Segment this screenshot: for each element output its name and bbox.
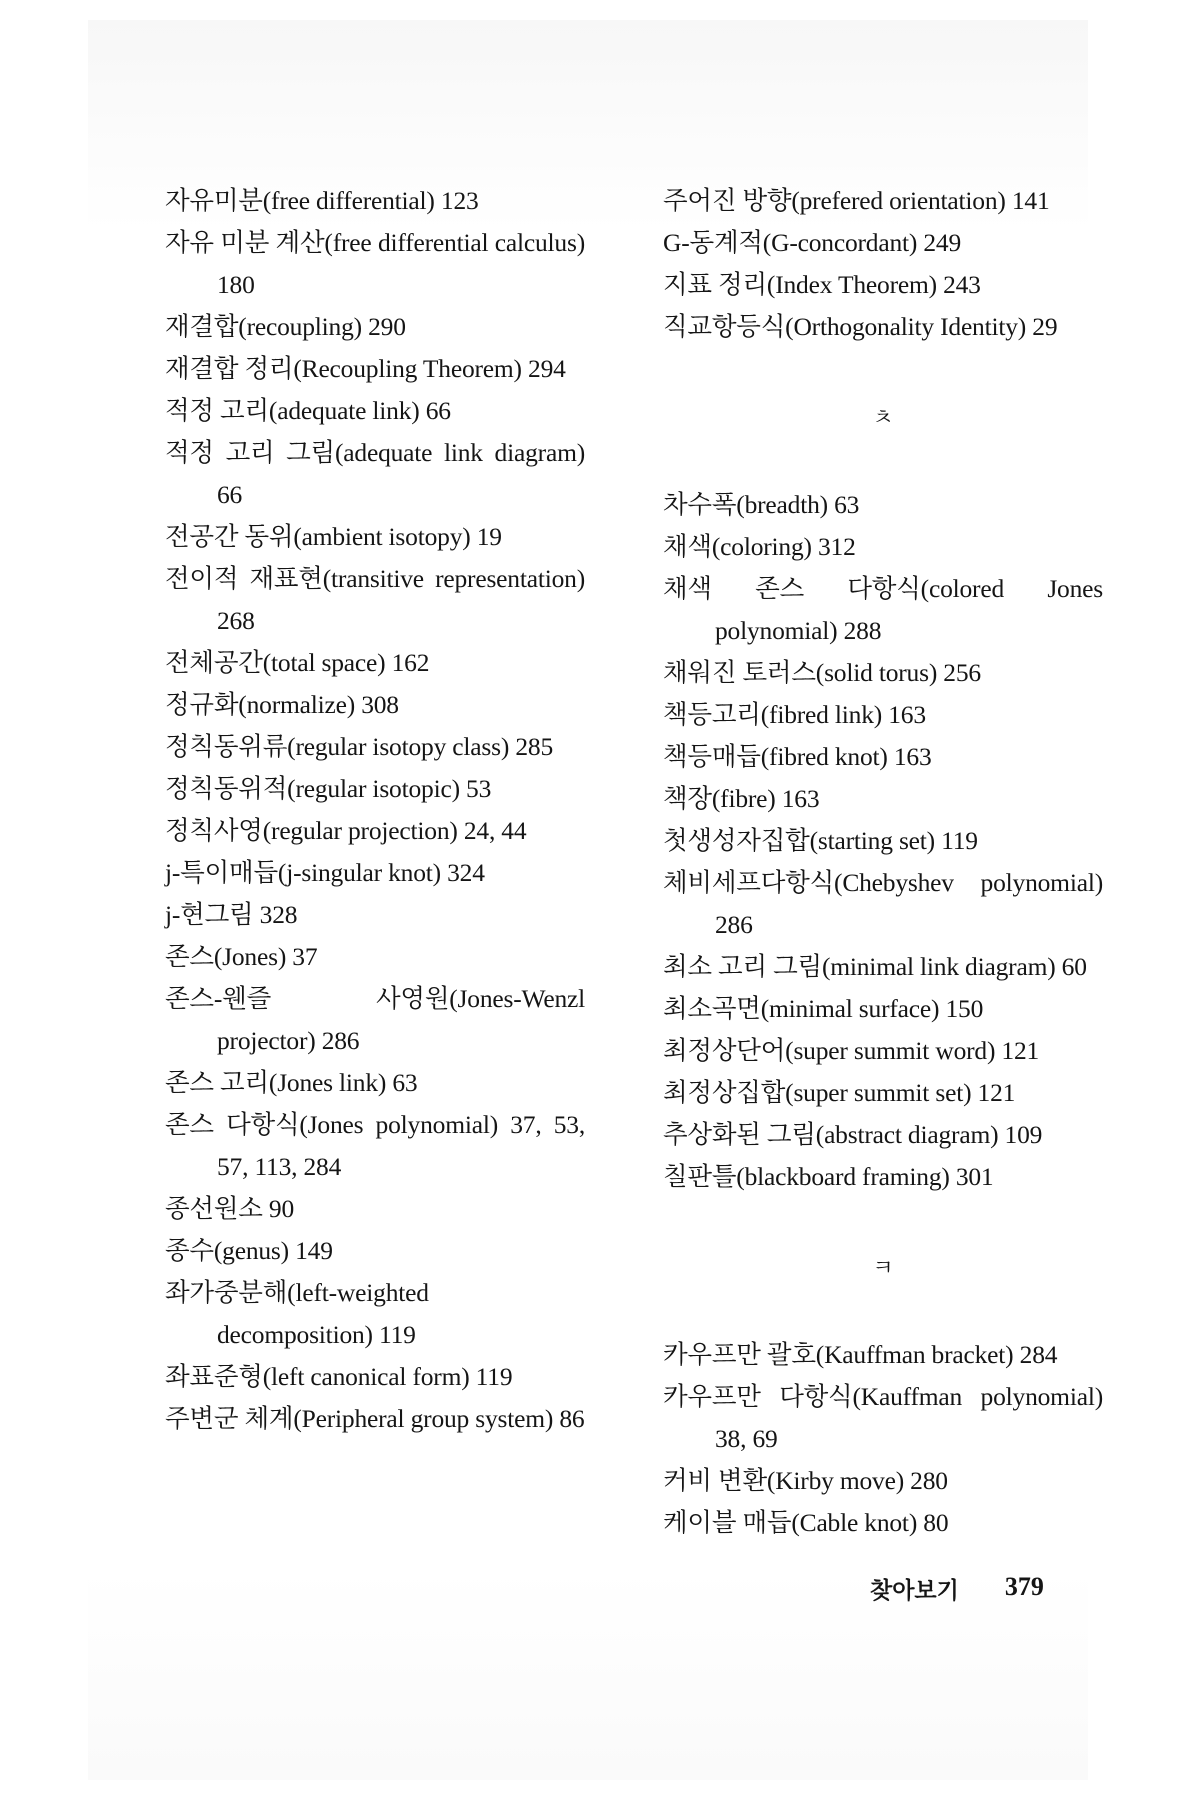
- index-entry: 재결합 정리(Recoupling Theorem) 294: [165, 354, 566, 383]
- index-entry: 전이적 재표현(transitive representation) 268: [165, 564, 585, 635]
- index-entry: 추상화된 그림(abstract diagram) 109: [663, 1120, 1043, 1149]
- index-entry: 재결합(recoupling) 290: [165, 312, 406, 341]
- index-entry: 첫생성자집합(starting set) 119: [663, 826, 978, 855]
- index-entry: 케이블 매듭(Cable knot) 80: [663, 1508, 949, 1537]
- index-column-left: [165, 180, 585, 1440]
- index-entry: 카우프만 괄호(Kauffman bracket) 284: [663, 1340, 1058, 1369]
- index-entry: 존스 고리(Jones link) 63: [165, 1068, 418, 1097]
- index-entry: 지표 정리(Index Theorem) 243: [663, 270, 981, 299]
- index-entry: G-동계적(G-concordant) 249: [663, 228, 962, 257]
- index-entry: 좌가중분해(left-weighted decomposition) 119: [165, 1278, 429, 1349]
- index-entry: 정칙동위적(regular isotopic) 53: [165, 774, 492, 803]
- index-entry: 커비 변환(Kirby move) 280: [663, 1466, 948, 1495]
- index-entry: 자유 미분 계산(free differential calculus) 180: [165, 228, 585, 299]
- index-entry: 카우프만 다항식(Kauffman polynomial) 38, 69: [663, 1382, 1103, 1453]
- index-entry: 자유미분(free differential) 123: [165, 186, 479, 215]
- footer-section-label: 찾아보기: [870, 1578, 959, 1604]
- index-column-right: [663, 180, 1103, 1544]
- index-entry: 체비세프다항식(Chebyshev polynomial) 286: [663, 868, 1103, 939]
- index-entry: 존스-웬즐 사영원(Jones-Wenzl projector) 286: [165, 984, 585, 1055]
- index-entry: 차수폭(breadth) 63: [663, 490, 860, 519]
- index-entry: 주어진 방향(prefered orientation) 141: [663, 186, 1050, 215]
- index-entry: 최정상단어(super summit word) 121: [663, 1036, 1040, 1065]
- index-entry: 존스 다항식(Jones polynomial) 37, 53, 57, 113, 284: [165, 1110, 585, 1181]
- index-entry: 적정 고리(adequate link) 66: [165, 396, 451, 425]
- index-entry: 좌표준형(left canonical form) 119: [165, 1362, 513, 1391]
- index-entry: 책등고리(fibred link) 163: [663, 700, 926, 729]
- index-entry: 정칙동위류(regular isotopy class) 285: [165, 732, 553, 761]
- index-entry: 전공간 동위(ambient isotopy) 19: [165, 522, 502, 551]
- index-entry: 채색 존스 다항식(colored Jones polynomial) 288: [663, 574, 1103, 645]
- page-footer: [870, 1572, 1044, 1605]
- index-entry: 채워진 토러스(solid torus) 256: [663, 658, 981, 687]
- index-entry: 존스(Jones) 37: [165, 942, 318, 971]
- section-header-kieuk: ㅋ: [872, 1255, 894, 1281]
- index-entry: 종수(genus) 149: [165, 1236, 333, 1265]
- page-number: 379: [1004, 1572, 1044, 1601]
- index-entry: 종선원소 90: [165, 1194, 295, 1223]
- index-entry: 최소곡면(minimal surface) 150: [663, 994, 984, 1023]
- index-entry: 책등매듭(fibred knot) 163: [663, 742, 932, 771]
- index-entry: 직교항등식(Orthogonality Identity) 29: [663, 312, 1058, 341]
- index-entry: 칠판틀(blackboard framing) 301: [663, 1162, 994, 1191]
- index-entry: j-현그림 328: [165, 900, 298, 929]
- index-entry: 최정상집합(super summit set) 121: [663, 1078, 1016, 1107]
- section-header-chieut: ㅊ: [872, 405, 894, 431]
- index-entry: j-특이매듭(j-singular knot) 324: [165, 858, 485, 887]
- index-entry: 채색(coloring) 312: [663, 532, 856, 561]
- index-entry: 정칙사영(regular projection) 24, 44: [165, 816, 527, 845]
- index-entry: 주변군 체계(Peripheral group system) 86: [165, 1404, 585, 1433]
- index-entry: 정규화(normalize) 308: [165, 690, 399, 719]
- index-entry: 책장(fibre) 163: [663, 784, 820, 813]
- index-entry: 전체공간(total space) 162: [165, 648, 430, 677]
- index-entry: 적정 고리 그림(adequate link diagram) 66: [165, 438, 585, 509]
- index-entry: 최소 고리 그림(minimal link diagram) 60: [663, 952, 1087, 981]
